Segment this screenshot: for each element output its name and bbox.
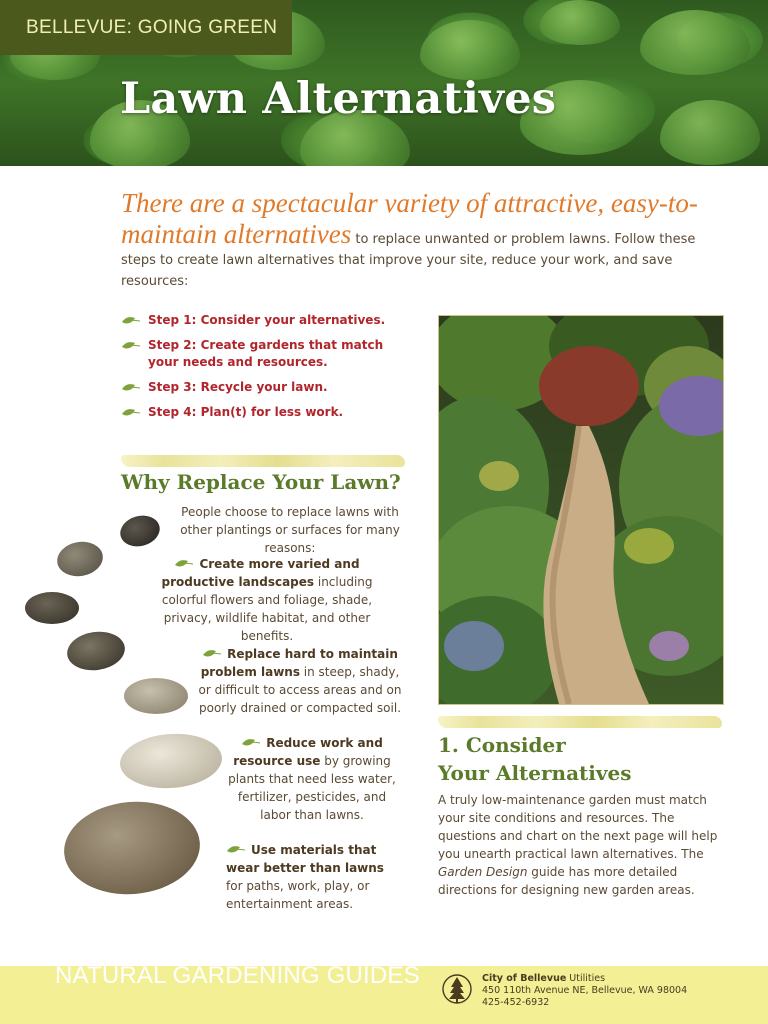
footer-title: NATURAL GARDENING GUIDES [55,962,420,989]
consider-text-after: guide has more detailed directions for designing new garden areas. [438,865,695,897]
why-heading: Why Replace Your Lawn? [121,470,401,494]
intro-lead: There are a spectacular variety of attractive, easy-to-maintain alternatives [121,188,698,249]
reason-bold: Use materials that wear better than lawns [226,843,384,875]
reason-bold: Reduce work and resource use [233,736,383,768]
org-phone: 425-452-6932 [482,997,550,1008]
clover-leaf [420,20,520,80]
reason-bold: Replace hard to maintain problem lawns [200,647,398,679]
step-label: Step 1: Consider your alternatives. [148,313,386,327]
reason-text: for paths, work, play, or entertainment areas. [226,879,370,911]
org-info [482,973,687,1009]
stepping-stone [54,538,105,579]
reason-item [226,734,398,824]
leaf-icon [121,407,141,418]
leaf-icon [121,382,141,393]
stepping-stone [25,592,79,624]
org-name: City of Bellevue [482,973,567,984]
brand-label: BELLEVUE: GOING GREEN [26,17,278,38]
step-item [121,312,411,329]
brush-divider [121,455,405,467]
page-title: Lawn Alternatives [120,74,557,124]
reason-item [196,645,404,717]
clover-leaf [660,100,760,165]
leaf-icon [241,737,261,748]
leaf-icon [121,315,141,326]
intro [121,188,701,292]
clover-leaf [640,10,750,75]
step-label: Step 2: Create gardens that match your needs and resources. [148,338,384,369]
leaf-icon [121,340,141,351]
consider-heading-line2: Your Alternatives [438,761,632,785]
leaf-icon [226,844,246,855]
garden-path-photo [438,315,724,705]
leaf-icon [174,558,194,569]
header-banner [0,0,768,166]
step-label: Step 4: Plan(t) for less work. [148,405,344,419]
consider-body [438,791,728,899]
stepping-stone [65,628,128,674]
why-intro: People choose to replace lawns with other plantings or surfaces for many reasons: [180,505,400,555]
footer [0,962,768,1024]
consider-heading [438,731,631,787]
step-label: Step 3: Recycle your lawn. [148,380,328,394]
city-seal-icon [441,970,473,1008]
org-address: 450 110th Avenue NE, Bellevue, WA 98004 [482,985,688,996]
leaf-icon [202,648,222,659]
reason-text: including colorful flowers and foliage, shade, privacy, wildlife habitat, and other benefits. [161,575,373,643]
reason-item [152,555,382,645]
clover-leaf [540,0,620,45]
stepping-stone [117,511,163,550]
stepping-stone [60,796,204,900]
consider-heading-line1: 1. Consider [438,733,566,757]
step-item [121,379,411,396]
reason-text: in steep, shady, or difficult to access areas and on poorly drained or compacted soil. [198,665,402,715]
brand-box [0,0,292,55]
garden-design-title: Garden Design [438,865,528,879]
reason-text: by growing plants that need less water, fertilizer, pesticides, and labor than lawns. [228,754,396,822]
step-item [121,337,411,371]
org-dept: Utilities [566,973,606,984]
step-item [121,404,411,421]
stepping-stone [124,678,188,714]
reason-item [226,841,402,913]
intro-text: to replace unwanted or problem lawns. Follow these steps to create lawn alternatives that improve your site, reduce your work, and save resources: [121,232,696,289]
brush-divider [438,716,722,728]
consider-text-before: A truly low-maintenance garden must match your site conditions and resources. The questions and chart on the next page will help you unearth practical lawn alternatives. The [438,793,718,861]
steps-list [121,312,411,429]
stepping-stone [118,731,224,792]
reason-bold: Create more varied and productive landscapes [161,557,360,589]
